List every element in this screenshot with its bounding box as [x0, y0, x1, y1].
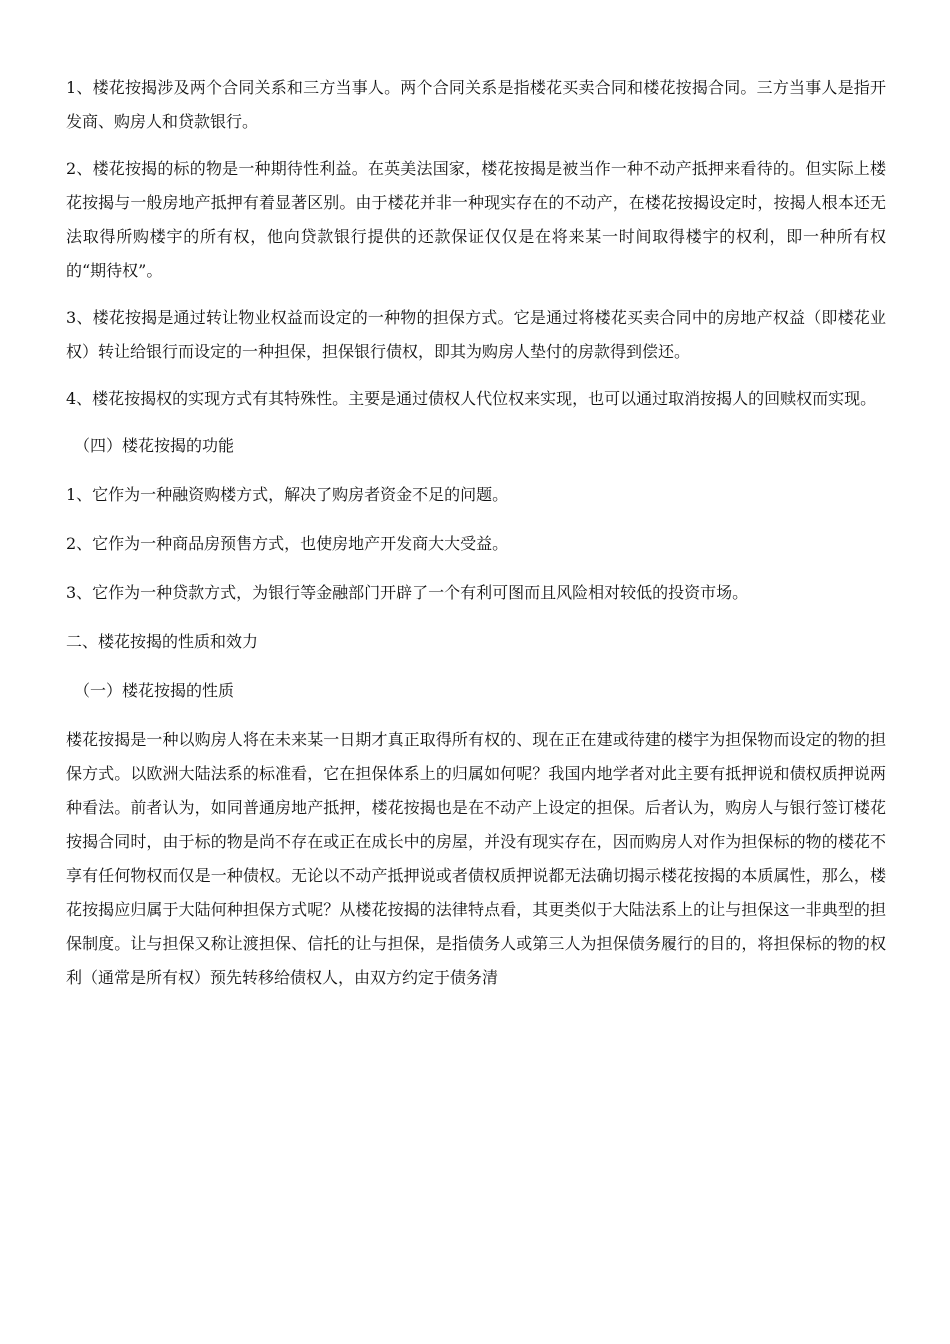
chapter-heading-nature: 二、楼花按揭的性质和效力	[66, 632, 259, 651]
paragraph-3: 3、楼花按揭是通过转让物业权益而设定的一种物的担保方式。它是通过将楼花买卖合同中的房地产权益（即楼花业权）转让给银行而设定的一种担保，担保银行债权，即其为购房人垫付的房款得到偿还。	[66, 308, 886, 361]
section-heading-functions: （四）楼花按揭的功能	[74, 436, 235, 455]
function-item-2: 2、它作为一种商品房预售方式，也使房地产开发商大大受益。	[66, 534, 509, 553]
paragraph-nature: 楼花按揭是一种以购房人将在未来某一日期才真正取得所有权的、现在正在建或待建的楼宇为担保物而设定的物的担保方式。以欧洲大陆法系的标准看，它在担保体系上的归属如何呢？我国内地学者对此主要有抵押说和债权质押说两种看法。前者认为，如同普通房地产抵押，楼花按揭也是在不动产上设定的担保。后者认为，购房人与银行签订楼花按揭合同时，由于标的物是尚不存在或正在成长中的房屋，并没有现实存在，因而购房人对作为担保标的物的楼花不享有任何物权而仅是一种债权。无论以不动产抵押说或者债权质押说都无法确切揭示楼花按揭的本质属性，那么，楼花按揭应归属于大陆何种担保方式呢？从楼花按揭的法律特点看，其更类似于大陆法系上的让与担保这一非典型的担保制度。让与担保又称让渡担保、信托的让与担保，是指债务人或第三人为担保债务履行的目的，将担保标的物的权利（通常是所有权）预先转移给债权人，由双方约定于债务清	[66, 730, 886, 987]
paragraph-2: 2、楼花按揭的标的物是一种期待性利益。在英美法国家，楼花按揭是被当作一种不动产抵押来看待的。但实际上楼花按揭与一般房地产抵押有着显著区别。由于楼花并非一种现实存在的不动产，在楼花按揭设定时，按揭人根本还无法取得所购楼宇的所有权，他向贷款银行提供的还款保证仅仅是在将来某一时间取得楼宇的权利，即一种所有权的“期待权”。	[66, 159, 886, 280]
paragraph-1: 1、楼花按揭涉及两个合同关系和三方当事人。两个合同关系是指楼花买卖合同和楼花按揭合同。三方当事人是指开发商、购房人和贷款银行。	[66, 78, 886, 131]
function-item-3: 3、它作为一种贷款方式，为银行等金融部门开辟了一个有利可图而且风险相对较低的投资市场。	[66, 583, 749, 602]
paragraph-4: 4、楼花按揭权的实现方式有其特殊性。主要是通过债权人代位权来实现，也可以通过取消按揭人的回赎权而实现。	[66, 389, 877, 408]
section-heading-nature: （一）楼花按揭的性质	[74, 681, 235, 700]
document-body	[66, 71, 886, 1008]
function-item-1: 1、它作为一种融资购楼方式，解决了购房者资金不足的问题。	[66, 485, 509, 504]
